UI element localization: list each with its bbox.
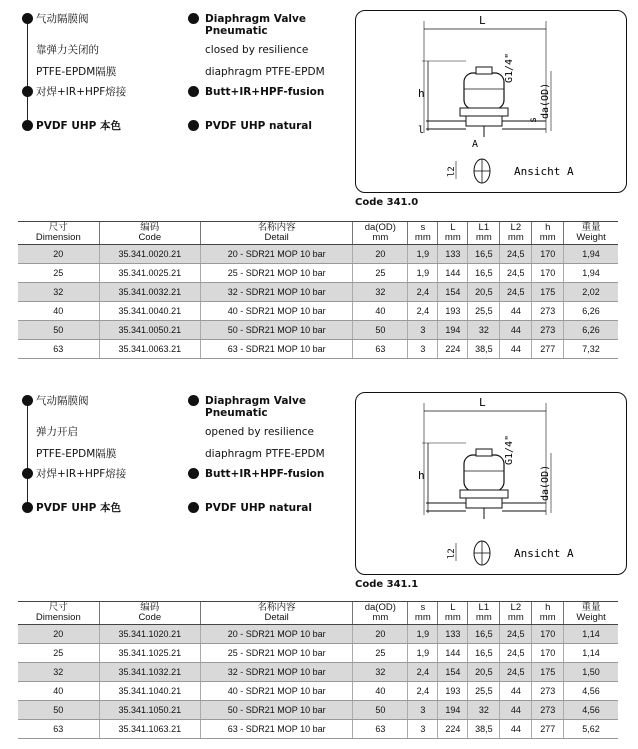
cn-connection: 对焊+IR+HPF熔接 <box>36 468 127 480</box>
table-row <box>18 644 618 663</box>
table-cell: 3 <box>408 340 438 359</box>
table-row <box>18 682 618 701</box>
table-cell: 16,5 <box>468 245 500 264</box>
column-header <box>18 222 99 245</box>
column-header-bottom: mm <box>414 232 431 243</box>
product-section-341-0 <box>0 10 638 370</box>
table-cell: 44 <box>500 682 532 701</box>
column-header <box>532 602 564 625</box>
column-header <box>532 222 564 245</box>
table-cell: 277 <box>532 340 564 359</box>
en-line-2: diaphragm PTFE-EPDM <box>205 66 325 78</box>
table-cell: 32 <box>18 663 99 682</box>
dim-da: da(OD) <box>540 82 551 119</box>
table-cell: 2,4 <box>408 302 438 321</box>
dim-h: h <box>418 87 425 100</box>
cn-title: 气动隔膜阀 <box>36 395 89 407</box>
thread-label: G1/4" <box>504 434 515 465</box>
dim-l1: l <box>418 125 425 136</box>
table-cell: 63 - SDR21 MOP 10 bar <box>200 720 352 739</box>
code-label: Code 341.1 <box>355 579 419 590</box>
column-header-bottom: mm <box>372 612 389 623</box>
table-cell: 1,94 <box>564 264 618 283</box>
table-cell: 50 <box>18 701 99 720</box>
table-row <box>18 321 618 340</box>
column-header <box>99 602 200 625</box>
table-cell: 175 <box>532 663 564 682</box>
table-cell: 35.341.1050.21 <box>99 701 200 720</box>
column-header-bottom: Detail <box>264 612 289 623</box>
table-cell: 3 <box>408 701 438 720</box>
table-cell: 133 <box>438 245 468 264</box>
table-cell: 35.341.1063.21 <box>99 720 200 739</box>
table-cell: 35.341.1020.21 <box>99 625 200 644</box>
table-cell: 35.341.0025.21 <box>99 264 200 283</box>
table-cell: 25 - SDR21 MOP 10 bar <box>200 644 352 663</box>
column-header-top: L2 <box>510 222 522 233</box>
table-cell: 193 <box>438 682 468 701</box>
view-label: Ansicht A <box>514 165 574 178</box>
code-label: Code 341.0 <box>355 197 419 208</box>
table-cell: 40 - SDR21 MOP 10 bar <box>200 302 352 321</box>
table-cell: 273 <box>532 302 564 321</box>
table-cell: 50 - SDR21 MOP 10 bar <box>200 321 352 340</box>
column-header-top: h <box>545 222 551 233</box>
column-header-bottom: mm <box>507 232 524 243</box>
table-cell: 63 <box>353 720 408 739</box>
table-cell: 44 <box>500 340 532 359</box>
table-cell: 224 <box>438 720 468 739</box>
table-cell: 25 <box>18 644 99 663</box>
table-cell: 25 - SDR21 MOP 10 bar <box>200 264 352 283</box>
table-cell: 35.341.0040.21 <box>99 302 200 321</box>
dim-L: L <box>479 14 486 27</box>
table-cell: 277 <box>532 720 564 739</box>
table-cell: 35.341.0020.21 <box>99 245 200 264</box>
table-cell: 1,9 <box>408 264 438 283</box>
table-cell: 44 <box>500 302 532 321</box>
table-cell: 273 <box>532 701 564 720</box>
table-cell: 63 <box>18 720 99 739</box>
table-row <box>18 283 618 302</box>
cn-line-1: 弹力开启 <box>36 426 78 438</box>
column-header-bottom: mm <box>372 232 389 243</box>
dim-L: L <box>479 396 486 409</box>
bullet-dot <box>22 13 33 24</box>
table-cell: 1,50 <box>564 663 618 682</box>
table-cell: 20 - SDR21 MOP 10 bar <box>200 245 352 264</box>
column-header <box>353 602 408 625</box>
table-cell: 63 <box>353 340 408 359</box>
table-row <box>18 245 618 264</box>
column-header-bottom: Code <box>138 232 162 243</box>
table-cell: 40 <box>353 302 408 321</box>
cn-material: PVDF UHP 本色 <box>36 502 122 514</box>
column-header-top: 尺寸 <box>48 602 68 613</box>
view-label: Ansicht A <box>514 547 574 560</box>
table-cell: 25 <box>353 644 408 663</box>
table-cell: 170 <box>532 264 564 283</box>
column-header <box>564 222 618 245</box>
column-header-bottom: Dimension <box>35 232 81 243</box>
table-cell: 16,5 <box>468 644 500 663</box>
table-cell: 5,62 <box>564 720 618 739</box>
dim-da: da(OD) <box>540 464 551 501</box>
cn-line-2: PTFE-EPDM隔膜 <box>36 448 117 460</box>
timeline-line <box>27 400 28 510</box>
column-header <box>353 222 408 245</box>
column-header-bottom: Code <box>138 612 162 623</box>
table-row <box>18 302 618 321</box>
column-header <box>438 602 468 625</box>
column-header <box>564 602 618 625</box>
table-cell: 1,14 <box>564 625 618 644</box>
table-cell: 35.341.1040.21 <box>99 682 200 701</box>
bullet-dot <box>188 13 199 24</box>
column-header <box>18 602 99 625</box>
table-cell: 194 <box>438 321 468 340</box>
en-line-1: opened by resilience <box>205 426 314 438</box>
table-cell: 32 - SDR21 MOP 10 bar <box>200 283 352 302</box>
table-cell: 63 - SDR21 MOP 10 bar <box>200 340 352 359</box>
table-cell: 273 <box>532 682 564 701</box>
table-cell: 20,5 <box>468 663 500 682</box>
table-cell: 50 <box>353 321 408 340</box>
technical-drawing-box <box>355 392 627 575</box>
table-cell: 194 <box>438 701 468 720</box>
column-header <box>200 602 352 625</box>
table-cell: 1,9 <box>408 245 438 264</box>
column-header-bottom: mm <box>444 232 461 243</box>
bullet-dot <box>22 502 33 513</box>
column-header-bottom: mm <box>475 232 492 243</box>
table-cell: 170 <box>532 644 564 663</box>
feature-list <box>8 10 348 190</box>
column-header-top: L2 <box>510 602 522 613</box>
table-cell: 32 <box>468 321 500 340</box>
column-header-top: da(OD) <box>364 602 396 613</box>
cn-title: 气动隔膜阀 <box>36 13 89 25</box>
bullet-dot <box>22 468 33 479</box>
table-cell: 35.341.0050.21 <box>99 321 200 340</box>
table-cell: 20 <box>353 245 408 264</box>
table-cell: 2,02 <box>564 283 618 302</box>
table-cell: 32 <box>468 701 500 720</box>
column-header-top: s <box>420 602 426 613</box>
table-cell: 32 <box>353 663 408 682</box>
table-cell: 3 <box>408 720 438 739</box>
en-connection: Butt+IR+HPF-fusion <box>205 86 325 98</box>
table-row <box>18 701 618 720</box>
en-line-2: diaphragm PTFE-EPDM <box>205 448 325 460</box>
bullet-dot <box>22 86 33 97</box>
table-cell: 1,9 <box>408 644 438 663</box>
column-header-bottom: mm <box>414 612 431 623</box>
table-cell: 170 <box>532 625 564 644</box>
table-cell: 35.341.1032.21 <box>99 663 200 682</box>
table-cell: 40 <box>18 302 99 321</box>
column-header-top: 尺寸 <box>48 222 68 233</box>
bullet-dot <box>188 120 199 131</box>
table-cell: 273 <box>532 321 564 340</box>
table-cell: 6,26 <box>564 321 618 340</box>
column-header <box>500 602 532 625</box>
table-cell: 40 <box>18 682 99 701</box>
bullet-dot <box>22 395 33 406</box>
table-cell: 1,94 <box>564 245 618 264</box>
column-header-top: 名称内容 <box>257 222 296 233</box>
valve-drawing <box>356 11 626 192</box>
table-cell: 6,26 <box>564 302 618 321</box>
timeline-line <box>27 18 28 128</box>
cn-material: PVDF UHP 本色 <box>36 120 122 132</box>
cn-connection: 对焊+IR+HPF熔接 <box>36 86 127 98</box>
column-header-bottom: Weight <box>576 232 606 243</box>
dim-h: h <box>418 469 425 482</box>
table-row <box>18 340 618 359</box>
en-line-1: closed by resilience <box>205 44 309 56</box>
table-cell: 16,5 <box>468 264 500 283</box>
column-header-top: 编码 <box>140 222 160 233</box>
thread-label: G1/4" <box>504 52 515 83</box>
column-header-bottom: mm <box>539 612 556 623</box>
column-header <box>500 222 532 245</box>
cn-line-1: 靠弹力关闭的 <box>36 44 99 56</box>
column-header <box>408 602 438 625</box>
table-cell: 40 <box>353 682 408 701</box>
table-cell: 25 <box>353 264 408 283</box>
table-cell: 20 - SDR21 MOP 10 bar <box>200 625 352 644</box>
column-header <box>99 222 200 245</box>
column-header-bottom: Weight <box>576 612 606 623</box>
valve-drawing <box>356 393 626 574</box>
table-cell: 25,5 <box>468 302 500 321</box>
bullet-dot <box>188 468 199 479</box>
table-cell: 144 <box>438 644 468 663</box>
table-cell: 193 <box>438 302 468 321</box>
table-cell: 133 <box>438 625 468 644</box>
table-cell: 38,5 <box>468 340 500 359</box>
bullet-dot <box>188 395 199 406</box>
product-section-341-1 <box>0 392 638 749</box>
column-header-top: 重量 <box>581 222 601 233</box>
table-cell: 20,5 <box>468 283 500 302</box>
bullet-dot <box>188 86 199 97</box>
cn-line-2: PTFE-EPDM隔膜 <box>36 66 117 78</box>
table-cell: 20 <box>18 245 99 264</box>
column-header-bottom: mm <box>475 612 492 623</box>
table-cell: 154 <box>438 283 468 302</box>
table-cell: 24,5 <box>500 644 532 663</box>
column-header <box>468 602 500 625</box>
feature-list <box>8 392 348 572</box>
view-marker-A: A <box>472 139 479 150</box>
table-cell: 35.341.0063.21 <box>99 340 200 359</box>
table-cell: 24,5 <box>500 663 532 682</box>
table-cell: 44 <box>500 701 532 720</box>
en-connection: Butt+IR+HPF-fusion <box>205 468 325 480</box>
column-header-top: h <box>545 602 551 613</box>
dim-l2: l2 <box>447 166 457 177</box>
en-material: PVDF UHP natural <box>205 120 312 132</box>
table-cell: 25,5 <box>468 682 500 701</box>
en-title-2: Pneumatic <box>205 407 268 419</box>
table-cell: 50 <box>353 701 408 720</box>
table-cell: 7,32 <box>564 340 618 359</box>
column-header-top: L <box>450 222 456 233</box>
bullet-dot <box>188 502 199 513</box>
table-cell: 154 <box>438 663 468 682</box>
table-cell: 1,14 <box>564 644 618 663</box>
table-cell: 50 - SDR21 MOP 10 bar <box>200 701 352 720</box>
table-row <box>18 264 618 283</box>
table-cell: 35.341.1025.21 <box>99 644 200 663</box>
column-header <box>468 222 500 245</box>
table-cell: 44 <box>500 321 532 340</box>
technical-drawing-box <box>355 10 627 193</box>
table-cell: 32 <box>18 283 99 302</box>
column-header-bottom: Dimension <box>35 612 81 623</box>
column-header-bottom: mm <box>507 612 524 623</box>
table-row <box>18 720 618 739</box>
table-cell: 38,5 <box>468 720 500 739</box>
table-cell: 4,56 <box>564 682 618 701</box>
table-cell: 32 <box>353 283 408 302</box>
column-header-top: 重量 <box>581 602 601 613</box>
column-header-top: 编码 <box>140 602 160 613</box>
table-row <box>18 663 618 682</box>
en-title-1: Diaphragm Valve <box>205 13 306 25</box>
table-cell: 2,4 <box>408 283 438 302</box>
column-header-bottom: mm <box>539 232 556 243</box>
table-cell: 24,5 <box>500 245 532 264</box>
table-cell: 25 <box>18 264 99 283</box>
table-row <box>18 625 618 644</box>
table-cell: 32 - SDR21 MOP 10 bar <box>200 663 352 682</box>
column-header-bottom: mm <box>444 612 461 623</box>
table-cell: 44 <box>500 720 532 739</box>
table-cell: 170 <box>532 245 564 264</box>
table-cell: 144 <box>438 264 468 283</box>
table-cell: 24,5 <box>500 264 532 283</box>
column-header <box>438 222 468 245</box>
column-header <box>408 222 438 245</box>
column-header-top: L1 <box>478 602 490 613</box>
table-cell: 1,9 <box>408 625 438 644</box>
en-material: PVDF UHP natural <box>205 502 312 514</box>
table-cell: 2,4 <box>408 663 438 682</box>
table-cell: 35.341.0032.21 <box>99 283 200 302</box>
spec-table <box>18 601 618 739</box>
table-cell: 224 <box>438 340 468 359</box>
table-cell: 3 <box>408 321 438 340</box>
en-title-2: Pneumatic <box>205 25 268 37</box>
dim-l2: l2 <box>447 548 457 559</box>
en-title-1: Diaphragm Valve <box>205 395 306 407</box>
table-cell: 16,5 <box>468 625 500 644</box>
table-cell: 20 <box>18 625 99 644</box>
table-cell: 175 <box>532 283 564 302</box>
table-cell: 2,4 <box>408 682 438 701</box>
table-cell: 24,5 <box>500 625 532 644</box>
spec-table <box>18 221 618 359</box>
dim-s: s <box>528 116 539 123</box>
column-header-top: da(OD) <box>364 222 396 233</box>
column-header-top: 名称内容 <box>257 602 296 613</box>
column-header-top: s <box>420 222 426 233</box>
column-header-bottom: Detail <box>264 232 289 243</box>
column-header-top: L1 <box>478 222 490 233</box>
column-header <box>200 222 352 245</box>
bullet-dot <box>22 120 33 131</box>
table-cell: 20 <box>353 625 408 644</box>
table-cell: 63 <box>18 340 99 359</box>
table-cell: 40 - SDR21 MOP 10 bar <box>200 682 352 701</box>
column-header-top: L <box>450 602 456 613</box>
table-cell: 24,5 <box>500 283 532 302</box>
table-cell: 4,56 <box>564 701 618 720</box>
table-cell: 50 <box>18 321 99 340</box>
